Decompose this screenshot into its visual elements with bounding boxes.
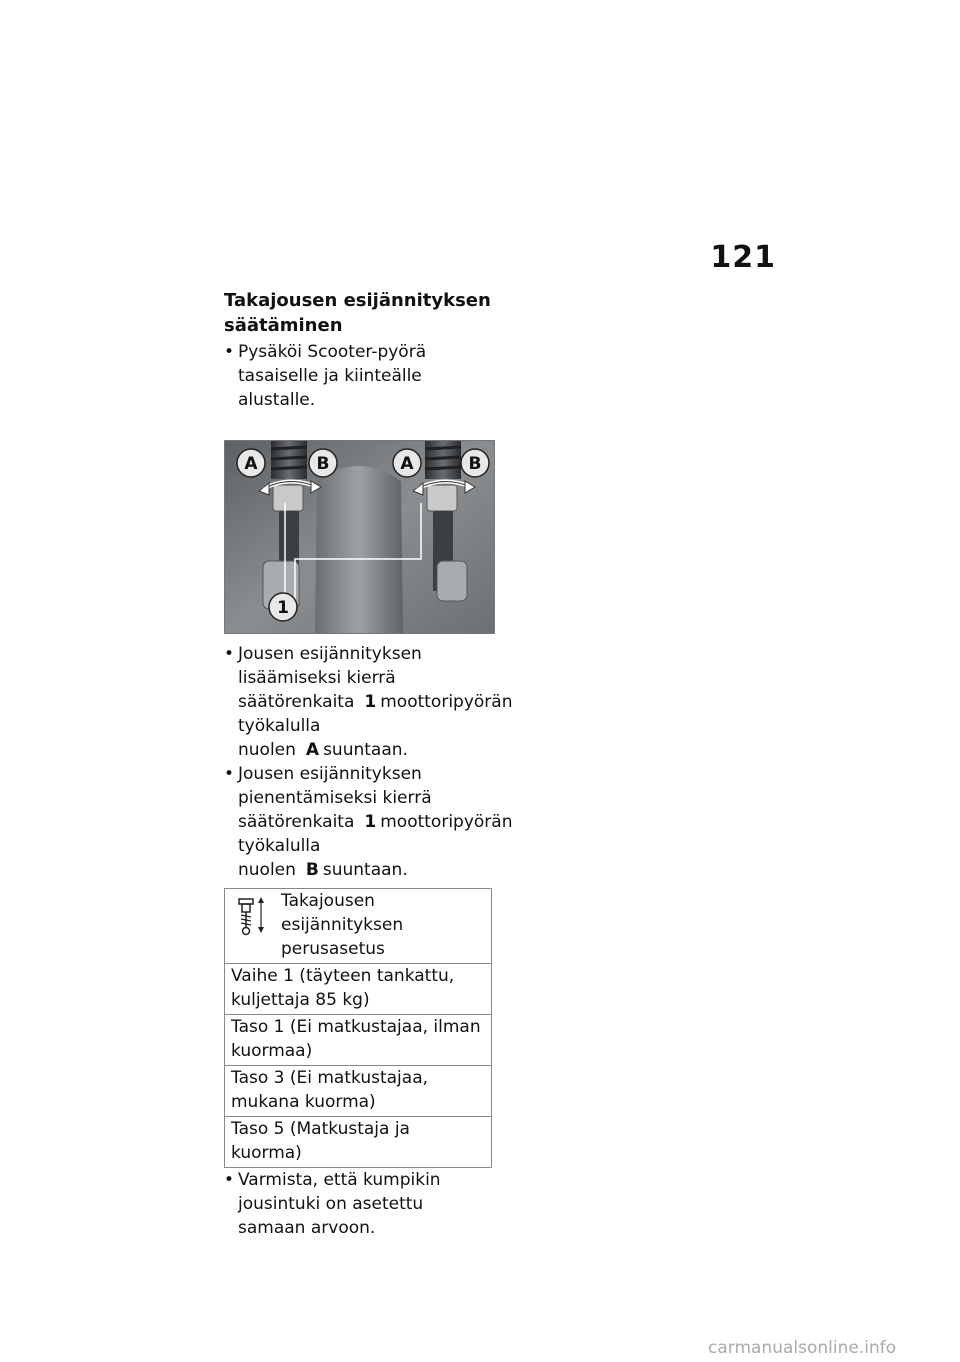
label-b-right-text: B bbox=[468, 454, 482, 474]
bullet-icon: • bbox=[224, 342, 235, 362]
spec-cell: Vaihe 1 (täyteen tankattu, kuljettaja 85 kg) bbox=[225, 964, 492, 1015]
step-increase-text-before: Jousen esijännityksen lisäämiseksi kierrä säätörenkaita bbox=[238, 644, 422, 712]
label-1-text: 1 bbox=[277, 598, 289, 618]
content-column bbox=[224, 288, 513, 1240]
bullet-icon: • bbox=[224, 1170, 235, 1190]
step-increase-ref2: A bbox=[305, 740, 320, 760]
spec-header-cell bbox=[225, 889, 492, 964]
step-decrease-ref2: B bbox=[305, 860, 319, 880]
step-park-text: Pysäköi Scooter-pyörä tasaiselle ja kiinteälle alustalle. bbox=[238, 342, 427, 410]
spec-row bbox=[225, 1015, 492, 1066]
step-decrease-text-before: Jousen esijännityksen pienentämiseksi kierrä säätörenkaita bbox=[238, 764, 432, 832]
spec-cell: Taso 1 (Ei matkustajaa, ilman kuormaa) bbox=[225, 1015, 492, 1066]
step-increase-ref: 1 bbox=[364, 692, 377, 712]
spring-preload-icon bbox=[233, 895, 273, 939]
step-decrease bbox=[224, 762, 513, 882]
step-decrease-ref: 1 bbox=[364, 812, 377, 832]
step-decrease-text-after: suuntaan. bbox=[322, 860, 408, 880]
step-increase bbox=[224, 642, 513, 762]
bullet-icon: • bbox=[224, 644, 235, 664]
spec-row bbox=[225, 1066, 492, 1117]
section-heading: Takajousen esijännityksen säätäminen bbox=[224, 290, 491, 336]
spec-row bbox=[225, 964, 492, 1015]
label-b-left-text: B bbox=[316, 454, 330, 474]
spec-row bbox=[225, 1117, 492, 1168]
page-number: 121 bbox=[710, 240, 776, 275]
step-increase-text-after: suuntaan. bbox=[323, 740, 408, 760]
preload-spec-table bbox=[224, 888, 492, 1168]
watermark-footer: carmanualsonline.info bbox=[708, 1338, 897, 1358]
step-park bbox=[224, 340, 494, 412]
shock-absorber-illustration bbox=[225, 441, 494, 633]
bullet-icon: • bbox=[224, 764, 235, 784]
step-decrease-text-middle: moottoripyörän työkalulla nuolen bbox=[238, 812, 513, 880]
step-verify-text: Varmista, että kumpikin jousintuki on asetettu samaan arvoon. bbox=[238, 1170, 441, 1238]
shock-absorber-figure bbox=[224, 440, 495, 634]
label-a-left-text: A bbox=[244, 454, 258, 474]
label-a-right-text: A bbox=[400, 454, 414, 474]
spec-header-row bbox=[225, 889, 492, 964]
step-verify bbox=[224, 1168, 494, 1240]
spec-title: Takajousen esijännityksen perusasetus bbox=[281, 891, 404, 959]
spec-cell: Taso 3 (Ei matkustajaa, mukana kuorma) bbox=[225, 1066, 492, 1117]
spec-cell: Taso 5 (Matkustaja ja kuorma) bbox=[225, 1117, 492, 1168]
step-increase-text-middle: moottoripyörän työkalulla nuolen bbox=[238, 692, 513, 760]
